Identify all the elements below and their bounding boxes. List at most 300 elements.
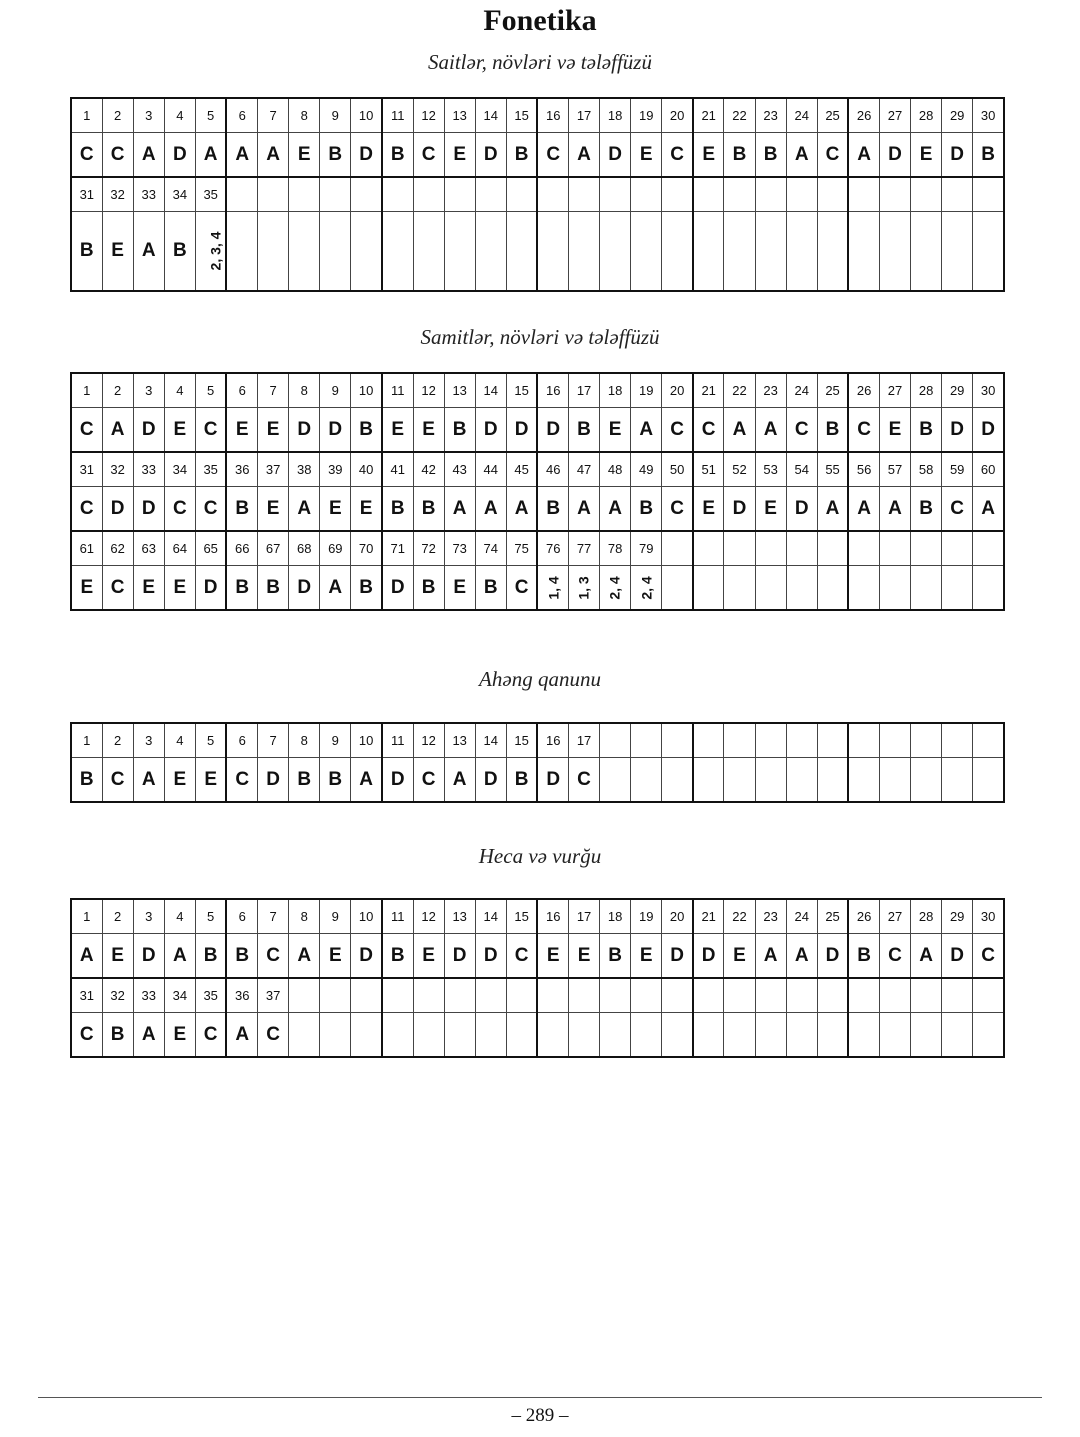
empty-cell xyxy=(351,177,382,212)
answer-cell: E xyxy=(71,566,102,611)
question-number: 4 xyxy=(164,899,195,934)
question-number: 4 xyxy=(164,723,195,758)
answer-cell: D xyxy=(195,566,226,611)
empty-cell xyxy=(911,212,942,292)
answer-cell: D xyxy=(537,408,568,453)
answer-cell: B xyxy=(351,566,382,611)
empty-cell xyxy=(320,1013,351,1058)
question-number: 14 xyxy=(475,899,506,934)
question-number: 16 xyxy=(537,373,568,408)
answer-cell: B xyxy=(475,566,506,611)
question-number: 51 xyxy=(693,452,724,487)
answer-cell: D xyxy=(662,934,693,979)
answer-cell: A xyxy=(755,408,786,453)
question-number: 22 xyxy=(724,899,755,934)
empty-cell xyxy=(226,177,257,212)
empty-cell xyxy=(879,758,910,803)
empty-cell xyxy=(817,566,848,611)
empty-cell xyxy=(724,978,755,1013)
answer-cell: B xyxy=(848,934,879,979)
empty-cell xyxy=(724,723,755,758)
question-number: 54 xyxy=(786,452,817,487)
answer-cell: C xyxy=(413,758,444,803)
answer-cell: B xyxy=(320,133,351,178)
answer-cell: C xyxy=(506,566,537,611)
answer-cell: C xyxy=(537,133,568,178)
empty-cell xyxy=(817,1013,848,1058)
empty-cell xyxy=(382,1013,413,1058)
empty-cell xyxy=(537,1013,568,1058)
answer-cell: C xyxy=(879,934,910,979)
question-number: 70 xyxy=(351,531,382,566)
empty-cell xyxy=(817,723,848,758)
question-number: 55 xyxy=(817,452,848,487)
answer-cell: A xyxy=(724,408,755,453)
answer-cell: E xyxy=(724,934,755,979)
empty-cell xyxy=(600,758,631,803)
question-number: 10 xyxy=(351,373,382,408)
empty-cell xyxy=(351,212,382,292)
answer-cell: C xyxy=(786,408,817,453)
empty-cell xyxy=(506,177,537,212)
section-2-answer-grid xyxy=(70,372,1005,611)
question-number: 73 xyxy=(444,531,475,566)
question-number: 19 xyxy=(631,98,662,133)
answer-cell: E xyxy=(195,758,226,803)
empty-cell xyxy=(724,212,755,292)
page-title: Fonetika xyxy=(483,4,597,37)
answer-cell: B xyxy=(226,566,257,611)
empty-cell xyxy=(973,978,1004,1013)
empty-cell xyxy=(662,758,693,803)
answer-cell: C xyxy=(102,133,133,178)
answer-cell: D xyxy=(600,133,631,178)
empty-cell xyxy=(911,531,942,566)
empty-cell xyxy=(258,212,289,292)
empty-cell xyxy=(289,177,320,212)
answer-multi: 2, 4 xyxy=(638,575,655,600)
question-number: 27 xyxy=(879,899,910,934)
question-number: 24 xyxy=(786,373,817,408)
answer-cell: A xyxy=(786,133,817,178)
empty-cell xyxy=(506,212,537,292)
question-number: 34 xyxy=(164,978,195,1013)
question-number: 7 xyxy=(258,723,289,758)
empty-cell xyxy=(631,1013,662,1058)
question-number: 33 xyxy=(133,452,164,487)
answer-cell: B xyxy=(71,212,102,292)
question-number: 32 xyxy=(102,978,133,1013)
empty-cell xyxy=(475,177,506,212)
question-number: 17 xyxy=(569,723,600,758)
answer-cell: A xyxy=(195,133,226,178)
empty-cell xyxy=(351,978,382,1013)
answer-cell: A xyxy=(133,758,164,803)
answer-cell: B xyxy=(444,408,475,453)
section-3-answer-grid xyxy=(70,722,1005,803)
question-number: 35 xyxy=(195,452,226,487)
question-number: 20 xyxy=(662,899,693,934)
question-number: 32 xyxy=(102,177,133,212)
question-number: 29 xyxy=(942,98,973,133)
question-number: 14 xyxy=(475,723,506,758)
question-number: 12 xyxy=(413,723,444,758)
question-number: 31 xyxy=(71,177,102,212)
empty-cell xyxy=(724,531,755,566)
section-4-answer-grid xyxy=(70,898,1005,1058)
empty-cell xyxy=(289,1013,320,1058)
empty-cell xyxy=(724,177,755,212)
question-number: 12 xyxy=(413,98,444,133)
empty-cell xyxy=(973,758,1004,803)
question-number: 32 xyxy=(102,452,133,487)
empty-cell xyxy=(600,978,631,1013)
answer-cell xyxy=(631,566,662,611)
empty-cell xyxy=(600,177,631,212)
answer-cell: A xyxy=(164,934,195,979)
answer-cell: A xyxy=(475,487,506,532)
question-number: 58 xyxy=(911,452,942,487)
empty-cell xyxy=(413,212,444,292)
answer-cell: E xyxy=(164,758,195,803)
question-number: 65 xyxy=(195,531,226,566)
answer-cell: A xyxy=(973,487,1004,532)
question-number: 8 xyxy=(289,373,320,408)
answer-cell: C xyxy=(662,408,693,453)
question-number: 22 xyxy=(724,98,755,133)
empty-cell xyxy=(693,212,724,292)
answer-cell: C xyxy=(258,1013,289,1058)
question-number: 20 xyxy=(662,373,693,408)
question-number: 56 xyxy=(848,452,879,487)
answer-cell: D xyxy=(942,133,973,178)
question-number: 37 xyxy=(258,978,289,1013)
empty-cell xyxy=(569,978,600,1013)
question-number-row xyxy=(71,177,1004,212)
answer-cell: C xyxy=(195,408,226,453)
empty-cell xyxy=(942,566,973,611)
answer-cell: A xyxy=(848,487,879,532)
empty-cell xyxy=(413,1013,444,1058)
empty-cell xyxy=(848,566,879,611)
answer-cell: B xyxy=(537,487,568,532)
answer-cell: B xyxy=(973,133,1004,178)
empty-cell xyxy=(848,212,879,292)
answer-cell: C xyxy=(569,758,600,803)
answer-cell: B xyxy=(911,487,942,532)
question-number: 52 xyxy=(724,452,755,487)
answer-cell: B xyxy=(71,758,102,803)
answer-cell: A xyxy=(226,133,257,178)
answer-cell: C xyxy=(662,487,693,532)
question-number: 62 xyxy=(102,531,133,566)
empty-cell xyxy=(973,1013,1004,1058)
question-number: 11 xyxy=(382,723,413,758)
question-number: 15 xyxy=(506,373,537,408)
question-number: 17 xyxy=(569,373,600,408)
question-number: 34 xyxy=(164,177,195,212)
question-number: 42 xyxy=(413,452,444,487)
question-number: 66 xyxy=(226,531,257,566)
empty-cell xyxy=(755,758,786,803)
question-number: 5 xyxy=(195,373,226,408)
answer-cell: E xyxy=(289,133,320,178)
question-number: 4 xyxy=(164,98,195,133)
empty-cell xyxy=(631,978,662,1013)
question-number: 36 xyxy=(226,978,257,1013)
answer-cell: A xyxy=(600,487,631,532)
question-number: 22 xyxy=(724,373,755,408)
empty-cell xyxy=(911,1013,942,1058)
answer-cell: E xyxy=(320,934,351,979)
empty-cell xyxy=(817,212,848,292)
question-number: 21 xyxy=(693,899,724,934)
question-number: 1 xyxy=(71,899,102,934)
answer-cell: C xyxy=(258,934,289,979)
section-1-answer-grid xyxy=(70,97,1005,292)
empty-cell xyxy=(693,531,724,566)
question-number: 7 xyxy=(258,98,289,133)
answer-cell: E xyxy=(631,934,662,979)
empty-cell xyxy=(631,758,662,803)
answer-cell: A xyxy=(631,408,662,453)
answer-cell: B xyxy=(631,487,662,532)
answer-cell: D xyxy=(133,934,164,979)
question-number-row xyxy=(71,723,1004,758)
question-number: 6 xyxy=(226,899,257,934)
question-number: 13 xyxy=(444,98,475,133)
answer-cell: B xyxy=(506,133,537,178)
answer-cell: D xyxy=(693,934,724,979)
empty-cell xyxy=(320,177,351,212)
question-number: 49 xyxy=(631,452,662,487)
answer-cell: C xyxy=(693,408,724,453)
question-number: 6 xyxy=(226,373,257,408)
empty-cell xyxy=(569,1013,600,1058)
empty-cell xyxy=(600,723,631,758)
question-number: 26 xyxy=(848,98,879,133)
question-number: 8 xyxy=(289,899,320,934)
answer-cell: D xyxy=(102,487,133,532)
answer-cell xyxy=(600,566,631,611)
question-number: 35 xyxy=(195,978,226,1013)
answer-cell: B xyxy=(382,934,413,979)
answer-cell: A xyxy=(786,934,817,979)
answer-cell: B xyxy=(289,758,320,803)
answer-cell: D xyxy=(537,758,568,803)
answer-row xyxy=(71,487,1004,532)
question-number: 4 xyxy=(164,373,195,408)
empty-cell xyxy=(942,1013,973,1058)
question-number: 13 xyxy=(444,723,475,758)
empty-cell xyxy=(786,978,817,1013)
answer-cell: D xyxy=(475,408,506,453)
empty-cell xyxy=(693,177,724,212)
empty-cell xyxy=(942,531,973,566)
answer-cell: E xyxy=(102,212,133,292)
question-number: 33 xyxy=(133,177,164,212)
question-number-row xyxy=(71,899,1004,934)
empty-cell xyxy=(973,177,1004,212)
question-number: 1 xyxy=(71,373,102,408)
question-number: 50 xyxy=(662,452,693,487)
question-number: 3 xyxy=(133,723,164,758)
question-number: 12 xyxy=(413,899,444,934)
empty-cell xyxy=(973,566,1004,611)
question-number: 5 xyxy=(195,98,226,133)
answer-cell: A xyxy=(320,566,351,611)
answer-cell: D xyxy=(817,934,848,979)
question-number: 18 xyxy=(600,98,631,133)
question-number: 78 xyxy=(600,531,631,566)
answer-cell: C xyxy=(817,133,848,178)
answer-cell: D xyxy=(444,934,475,979)
question-number: 60 xyxy=(973,452,1004,487)
question-number: 1 xyxy=(71,98,102,133)
question-number: 67 xyxy=(258,531,289,566)
question-number: 15 xyxy=(506,899,537,934)
empty-cell xyxy=(848,978,879,1013)
question-number: 1 xyxy=(71,723,102,758)
empty-cell xyxy=(911,177,942,212)
question-number: 20 xyxy=(662,98,693,133)
answer-cell: E xyxy=(102,934,133,979)
answer-cell: E xyxy=(164,408,195,453)
question-number: 25 xyxy=(817,98,848,133)
empty-cell xyxy=(382,212,413,292)
answer-cell: B xyxy=(226,487,257,532)
answer-cell: C xyxy=(942,487,973,532)
question-number: 13 xyxy=(444,899,475,934)
answer-cell: A xyxy=(133,212,164,292)
empty-cell xyxy=(413,978,444,1013)
question-number: 2 xyxy=(102,98,133,133)
empty-cell xyxy=(289,212,320,292)
question-number: 7 xyxy=(258,373,289,408)
question-number-row xyxy=(71,98,1004,133)
answer-cell: D xyxy=(289,566,320,611)
question-number: 18 xyxy=(600,899,631,934)
section-3-subtitle: Ahəng qanunu xyxy=(479,667,601,691)
answer-cell: A xyxy=(879,487,910,532)
empty-cell xyxy=(724,1013,755,1058)
empty-cell xyxy=(569,212,600,292)
question-number: 3 xyxy=(133,899,164,934)
answer-cell: C xyxy=(195,487,226,532)
answer-cell: E xyxy=(164,566,195,611)
footer-divider xyxy=(38,1397,1042,1398)
answer-cell: E xyxy=(382,408,413,453)
question-number: 41 xyxy=(382,452,413,487)
question-number: 68 xyxy=(289,531,320,566)
empty-cell xyxy=(662,723,693,758)
empty-cell xyxy=(786,758,817,803)
empty-cell xyxy=(817,758,848,803)
question-number: 18 xyxy=(600,373,631,408)
empty-cell xyxy=(693,758,724,803)
empty-cell xyxy=(569,177,600,212)
question-number: 8 xyxy=(289,723,320,758)
answer-cell: C xyxy=(164,487,195,532)
empty-cell xyxy=(662,531,693,566)
answer-cell: E xyxy=(444,133,475,178)
answer-cell: E xyxy=(351,487,382,532)
answer-cell: A xyxy=(351,758,382,803)
question-number-row xyxy=(71,373,1004,408)
answer-cell: D xyxy=(320,408,351,453)
answer-cell: C xyxy=(71,487,102,532)
answer-cell: B xyxy=(413,566,444,611)
answer-cell: B xyxy=(382,487,413,532)
answer-cell xyxy=(569,566,600,611)
question-number: 11 xyxy=(382,373,413,408)
question-number: 17 xyxy=(569,899,600,934)
answer-cell: B xyxy=(755,133,786,178)
question-number: 2 xyxy=(102,899,133,934)
question-number: 17 xyxy=(569,98,600,133)
answer-multi: 2, 4 xyxy=(607,575,624,600)
empty-cell xyxy=(942,177,973,212)
question-number: 59 xyxy=(942,452,973,487)
question-number: 44 xyxy=(475,452,506,487)
question-number: 2 xyxy=(102,373,133,408)
empty-cell xyxy=(911,566,942,611)
question-number: 10 xyxy=(351,98,382,133)
question-number: 29 xyxy=(942,899,973,934)
question-number: 14 xyxy=(475,98,506,133)
empty-cell xyxy=(662,177,693,212)
answer-cell: D xyxy=(724,487,755,532)
answer-cell: A xyxy=(569,487,600,532)
empty-cell xyxy=(942,978,973,1013)
question-number: 79 xyxy=(631,531,662,566)
question-number: 30 xyxy=(973,899,1004,934)
empty-cell xyxy=(724,758,755,803)
empty-cell xyxy=(475,978,506,1013)
answer-cell: D xyxy=(382,758,413,803)
answer-cell xyxy=(195,212,226,292)
question-number: 31 xyxy=(71,452,102,487)
question-number: 61 xyxy=(71,531,102,566)
empty-cell xyxy=(289,978,320,1013)
empty-cell xyxy=(693,566,724,611)
answer-cell: C xyxy=(195,1013,226,1058)
empty-cell xyxy=(444,177,475,212)
question-number: 45 xyxy=(506,452,537,487)
question-number: 69 xyxy=(320,531,351,566)
answer-cell: C xyxy=(848,408,879,453)
empty-cell xyxy=(506,1013,537,1058)
answer-cell: D xyxy=(289,408,320,453)
answer-cell: E xyxy=(258,408,289,453)
answer-cell: C xyxy=(226,758,257,803)
answer-cell: E xyxy=(258,487,289,532)
empty-cell xyxy=(537,212,568,292)
answer-cell: B xyxy=(226,934,257,979)
question-number: 26 xyxy=(848,373,879,408)
empty-cell xyxy=(911,723,942,758)
question-number: 23 xyxy=(755,98,786,133)
question-number: 34 xyxy=(164,452,195,487)
empty-cell xyxy=(662,1013,693,1058)
answer-row xyxy=(71,133,1004,178)
answer-multi: 1, 4 xyxy=(545,575,562,600)
question-number: 11 xyxy=(382,899,413,934)
question-number-row xyxy=(71,978,1004,1013)
question-number: 21 xyxy=(693,98,724,133)
answer-cell: E xyxy=(413,408,444,453)
empty-cell xyxy=(786,177,817,212)
